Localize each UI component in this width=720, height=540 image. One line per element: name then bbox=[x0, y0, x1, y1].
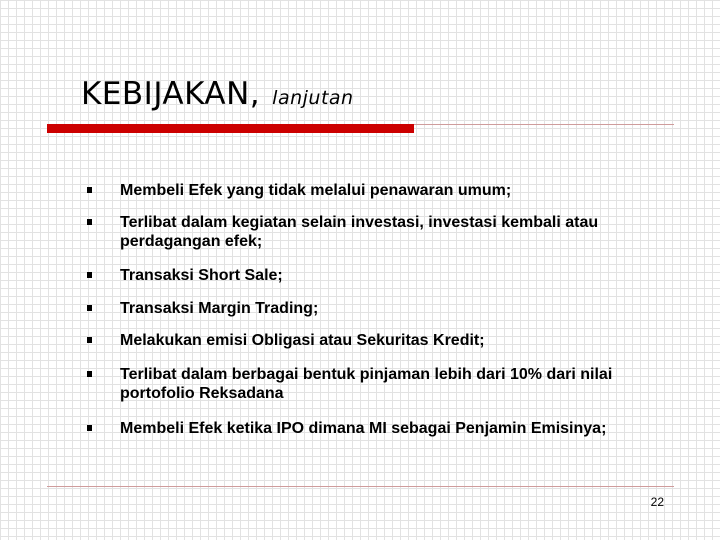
list-item-text: Melakukan emisi Obligasi atau Sekuritas Kredit; bbox=[120, 332, 485, 349]
square-bullet-icon bbox=[87, 219, 92, 225]
title-divider-line bbox=[414, 124, 674, 125]
slide-title bbox=[81, 76, 354, 112]
title-subtitle: lanjutan bbox=[272, 87, 354, 109]
footer-divider-line bbox=[47, 486, 674, 487]
page-number: 22 bbox=[650, 495, 664, 509]
list-item-text: Transaksi Margin Trading; bbox=[120, 300, 319, 317]
square-bullet-icon bbox=[87, 425, 92, 431]
square-bullet-icon bbox=[87, 272, 92, 278]
square-bullet-icon bbox=[87, 187, 92, 193]
list-item-text: Transaksi Short Sale; bbox=[120, 267, 283, 284]
list-item-text: Terlibat dalam kegiatan selain investasi, investasi kembali atau perdagangan efek; bbox=[120, 214, 599, 250]
square-bullet-icon bbox=[87, 337, 92, 343]
list-item-text: Membeli Efek yang tidak melalui penawaran umum; bbox=[120, 182, 512, 199]
title-main: KEBIJAKAN, bbox=[81, 76, 261, 112]
title-accent-bar bbox=[47, 124, 414, 133]
square-bullet-icon bbox=[87, 305, 92, 311]
list-item-text: Terlibat dalam berbagai bentuk pinjaman lebih dari 10% dari nilai portofolio Reksadana bbox=[120, 366, 613, 402]
square-bullet-icon bbox=[87, 371, 92, 377]
list-item-text: Membeli Efek ketika IPO dimana MI sebagai Penjamin Emisinya; bbox=[120, 420, 607, 437]
